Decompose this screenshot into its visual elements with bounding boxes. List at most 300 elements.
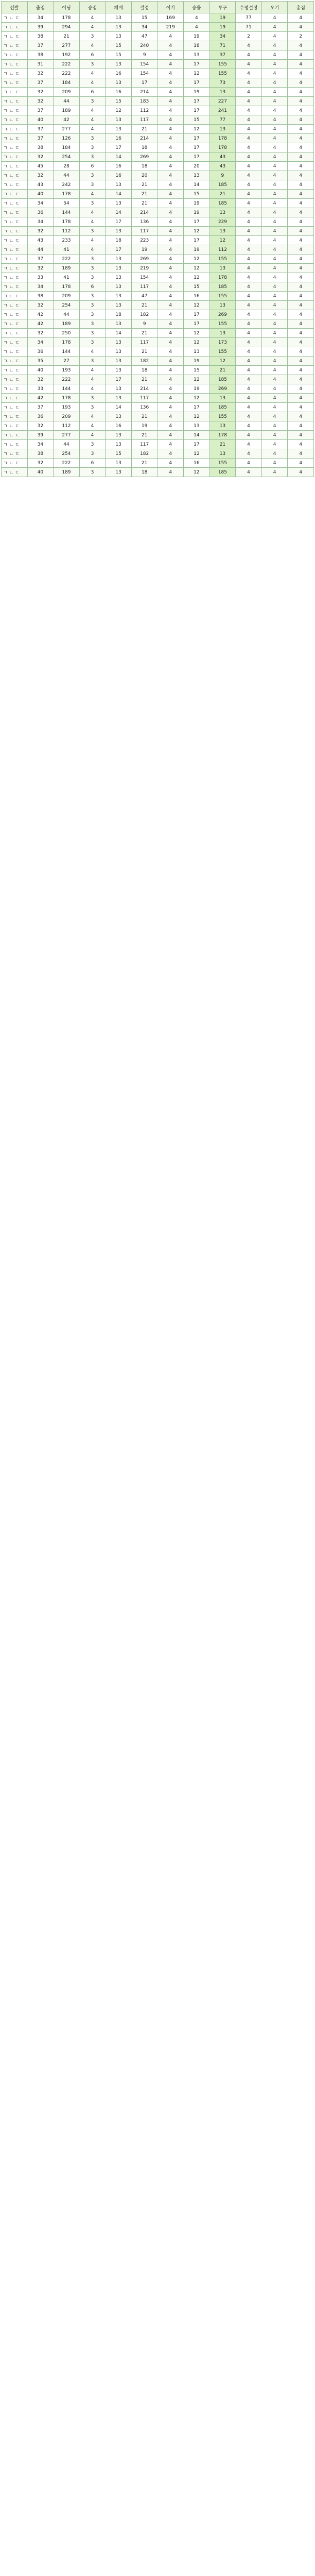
stat-cell: 4 [288,292,314,301]
stat-cell: 21 [209,190,236,199]
stat-cell: 17 [184,97,210,106]
stat-cell: 3 [79,134,106,143]
stat-cell: 39 [27,23,54,32]
stat-cell: 269 [131,152,157,162]
stat-cell: 20 [184,162,210,171]
stat-cell: 4 [288,338,314,347]
stat-cell: 13 [106,301,132,310]
column-header: 이기 [157,2,184,13]
stat-cell: 37 [27,78,54,88]
stat-cell: 12 [184,273,210,282]
player-name-cell: ㄱ ㄴ ㄷ [2,78,28,88]
stat-cell: 185 [209,199,236,208]
player-name-cell: ㄱ ㄴ ㄷ [2,50,28,60]
stat-cell: 38 [27,292,54,301]
player-name-cell: ㄱ ㄴ ㄷ [2,394,28,403]
stat-cell: 254 [54,152,80,162]
table-row [2,134,314,143]
stat-cell: 44 [27,245,54,255]
stat-cell: 4 [236,449,262,459]
stat-cell: 13 [209,394,236,403]
stat-cell: 12 [184,125,210,134]
stat-cell: 39 [27,431,54,440]
stat-cell: 42 [54,115,80,125]
stat-cell: 4 [157,134,184,143]
stat-cell: 126 [54,134,80,143]
stat-cell: 4 [288,384,314,394]
stat-cell: 3 [79,403,106,412]
player-name-cell: ㄱ ㄴ ㄷ [2,329,28,338]
stat-cell: 4 [236,217,262,227]
stat-cell: 117 [131,394,157,403]
stat-cell: 4 [261,97,288,106]
stat-cell: 19 [184,245,210,255]
stat-cell: 4 [288,199,314,208]
stat-cell: 155 [209,347,236,357]
stat-cell: 54 [54,199,80,208]
stat-cell: 12 [184,468,210,477]
stat-cell: 38 [27,50,54,60]
stat-cell: 4 [288,431,314,440]
stat-cell: 13 [106,115,132,125]
stat-cell: 4 [288,449,314,459]
stat-cell: 17 [106,143,132,152]
table-row [2,421,314,431]
stat-cell: 9 [209,171,236,180]
stat-cell: 14 [106,403,132,412]
stat-cell: 19 [184,384,210,394]
stat-cell: 185 [209,282,236,292]
stat-cell: 13 [209,449,236,459]
stat-cell: 21 [131,301,157,310]
table-row [2,106,314,115]
stat-cell: 4 [236,394,262,403]
stat-cell: 3 [79,152,106,162]
player-name-cell: ㄱ ㄴ ㄷ [2,180,28,190]
stat-cell: 17 [184,152,210,162]
stat-cell: 16 [184,459,210,468]
stat-cell: 4 [261,255,288,264]
stat-cell: 182 [131,449,157,459]
stat-cell: 4 [236,384,262,394]
stat-cell: 294 [54,23,80,32]
stat-cell: 4 [288,319,314,329]
stat-cell: 31 [27,60,54,69]
stat-cell: 41 [54,273,80,282]
stat-cell: 189 [54,106,80,115]
stat-cell: 3 [79,329,106,338]
stat-cell: 4 [236,468,262,477]
stat-cell: 19 [131,245,157,255]
stat-cell: 15 [106,41,132,50]
stat-cell: 4 [288,301,314,310]
player-name-cell: ㄱ ㄴ ㄷ [2,171,28,180]
stat-cell: 13 [106,78,132,88]
stat-cell: 13 [106,23,132,32]
stat-cell: 144 [54,208,80,217]
stat-cell: 13 [209,208,236,217]
stat-cell: 32 [27,97,54,106]
stat-cell: 227 [209,97,236,106]
stat-cell: 37 [209,50,236,60]
stat-cell: 4 [288,88,314,97]
stat-cell: 19 [184,208,210,217]
stat-cell: 4 [261,310,288,319]
stat-cell: 19 [184,32,210,41]
stat-cell: 16 [106,421,132,431]
stat-cell: 4 [79,412,106,421]
stat-cell: 15 [184,366,210,375]
stat-cell: 4 [157,60,184,69]
stat-cell: 4 [236,199,262,208]
stat-cell: 4 [236,282,262,292]
stat-cell: 3 [79,171,106,180]
stat-cell: 4 [157,292,184,301]
stat-cell: 47 [131,292,157,301]
stat-cell: 13 [106,32,132,41]
stat-cell: 6 [79,50,106,60]
player-name-cell: ㄱ ㄴ ㄷ [2,357,28,366]
stat-cell: 4 [236,329,262,338]
stat-cell: 4 [79,190,106,199]
stat-cell: 4 [79,421,106,431]
player-name-cell: ㄱ ㄴ ㄷ [2,60,28,69]
stat-cell: 14 [184,431,210,440]
table-row [2,50,314,60]
stat-cell: 12 [184,412,210,421]
stat-cell: 13 [106,180,132,190]
stat-cell: 222 [54,60,80,69]
column-header: 이닝 [54,2,80,13]
column-header: 결정 [131,2,157,13]
stat-cell: 178 [209,134,236,143]
stat-cell: 40 [27,468,54,477]
stat-cell: 4 [261,236,288,245]
stat-cell: 4 [157,301,184,310]
stat-cell: 4 [236,301,262,310]
table-row [2,366,314,375]
stat-cell: 178 [209,273,236,282]
table-row [2,319,314,329]
stat-cell: 4 [236,50,262,60]
stat-cell: 214 [131,88,157,97]
table-row [2,375,314,384]
stat-cell: 4 [157,431,184,440]
stat-cell: 178 [54,394,80,403]
stat-cell: 4 [184,23,210,32]
stat-cell: 4 [79,236,106,245]
stat-cell: 19 [131,421,157,431]
stat-cell: 4 [261,459,288,468]
stat-cell: 3 [79,319,106,329]
stat-cell: 32 [27,227,54,236]
stat-cell: 13 [106,431,132,440]
stat-cell: 173 [209,338,236,347]
stat-cell: 4 [288,412,314,421]
stat-cell: 4 [261,208,288,217]
stat-cell: 16 [106,162,132,171]
stat-cell: 42 [27,319,54,329]
stat-cell: 16 [184,292,210,301]
stat-cell: 34 [27,338,54,347]
stat-cell: 4 [157,282,184,292]
player-name-cell: ㄱ ㄴ ㄷ [2,190,28,199]
stat-cell: 229 [209,217,236,227]
stat-cell: 18 [106,236,132,245]
stat-cell: 4 [157,366,184,375]
stat-cell: 155 [209,69,236,78]
stat-cell: 240 [131,41,157,50]
player-name-cell: ㄱ ㄴ ㄷ [2,375,28,384]
stat-cell: 15 [184,190,210,199]
stat-cell: 4 [236,171,262,180]
stat-cell: 4 [261,32,288,41]
stat-cell: 4 [261,143,288,152]
stat-cell: 4 [157,329,184,338]
stat-cell: 32 [27,88,54,97]
stat-cell: 169 [157,13,184,23]
stat-cell: 214 [131,134,157,143]
stat-cell: 4 [236,431,262,440]
stat-cell: 4 [236,162,262,171]
stat-cell: 37 [27,403,54,412]
stat-cell: 21 [131,459,157,468]
stat-cell: 4 [236,319,262,329]
stat-cell: 12 [184,69,210,78]
stat-cell: 43 [209,152,236,162]
stat-cell: 4 [261,227,288,236]
table-row [2,152,314,162]
table-row [2,403,314,412]
table-row [2,449,314,459]
stat-cell: 3 [79,292,106,301]
stat-cell: 277 [54,431,80,440]
stat-cell: 13 [106,282,132,292]
stat-cell: 4 [261,273,288,282]
stat-cell: 4 [157,236,184,245]
stat-cell: 241 [209,106,236,115]
stat-cell: 4 [79,366,106,375]
stat-cell: 37 [27,125,54,134]
stat-cell: 155 [209,292,236,301]
stat-cell: 3 [79,264,106,273]
stat-cell: 183 [131,97,157,106]
stat-cell: 269 [131,255,157,264]
player-name-cell: ㄱ ㄴ ㄷ [2,32,28,41]
stat-cell: 277 [54,41,80,50]
table-row [2,347,314,357]
stat-cell: 13 [106,227,132,236]
stat-cell: 193 [54,403,80,412]
stat-cell: 4 [261,50,288,60]
stat-cell: 13 [106,319,132,329]
stat-cell: 4 [261,125,288,134]
stat-cell: 3 [79,357,106,366]
stat-cell: 4 [157,412,184,421]
stat-cell: 4 [288,217,314,227]
stat-cell: 17 [106,217,132,227]
stat-cell: 4 [288,78,314,88]
stat-cell: 36 [27,412,54,421]
stat-cell: 4 [261,338,288,347]
stat-cell: 4 [261,384,288,394]
stat-cell: 3 [79,227,106,236]
stat-cell: 185 [209,468,236,477]
stat-cell: 71 [236,23,262,32]
column-header: 출점 [27,2,54,13]
stat-cell: 219 [157,23,184,32]
stat-cell: 185 [209,180,236,190]
stat-cell: 4 [157,227,184,236]
stat-cell: 4 [236,292,262,301]
player-name-cell: ㄱ ㄴ ㄷ [2,245,28,255]
table-row [2,208,314,217]
player-name-cell: ㄱ ㄴ ㄷ [2,41,28,50]
stat-cell: 4 [288,69,314,78]
stat-cell: 4 [261,319,288,329]
player-name-cell: ㄱ ㄴ ㄷ [2,292,28,301]
stat-cell: 4 [79,23,106,32]
table-row [2,459,314,468]
stat-cell: 14 [106,329,132,338]
stat-cell: 19 [209,23,236,32]
stat-cell: 15 [106,50,132,60]
table-row [2,255,314,264]
stat-cell: 4 [236,412,262,421]
stat-cell: 4 [236,366,262,375]
stat-cell: 4 [157,245,184,255]
stat-cell: 34 [27,199,54,208]
stat-cell: 4 [157,421,184,431]
stat-cell: 17 [106,375,132,384]
stat-cell: 6 [79,162,106,171]
stat-cell: 4 [157,171,184,180]
table-row [2,384,314,394]
stat-cell: 18 [131,143,157,152]
stats-table [1,1,314,477]
stat-cell: 6 [79,459,106,468]
stat-cell: 4 [157,152,184,162]
stat-cell: 19 [184,357,210,366]
stat-cell: 21 [131,190,157,199]
stat-cell: 193 [54,366,80,375]
stat-cell: 254 [54,449,80,459]
stat-cell: 4 [79,69,106,78]
stat-cell: 4 [79,115,106,125]
player-name-cell: ㄱ ㄴ ㄷ [2,403,28,412]
stat-cell: 4 [288,23,314,32]
stat-cell: 4 [236,208,262,217]
stat-cell: 155 [209,412,236,421]
stat-cell: 4 [288,255,314,264]
table-row [2,23,314,32]
stat-cell: 17 [184,60,210,69]
stat-cell: 178 [54,190,80,199]
stat-cell: 37 [27,255,54,264]
stat-cell: 34 [131,23,157,32]
stat-cell: 32 [27,301,54,310]
stat-cell: 4 [261,69,288,78]
stat-cell: 184 [54,78,80,88]
stat-cell: 4 [79,384,106,394]
stat-cell: 4 [261,357,288,366]
table-row [2,468,314,477]
stat-cell: 14 [184,180,210,190]
player-name-cell: ㄱ ㄴ ㄷ [2,125,28,134]
player-name-cell: ㄱ ㄴ ㄷ [2,310,28,319]
stat-cell: 222 [54,69,80,78]
stat-cell: 189 [54,264,80,273]
stat-cell: 13 [209,264,236,273]
stat-cell: 4 [157,78,184,88]
stat-cell: 4 [261,449,288,459]
player-name-cell: ㄱ ㄴ ㄷ [2,412,28,421]
stat-cell: 40 [27,115,54,125]
stat-cell: 4 [157,347,184,357]
stat-cell: 44 [54,310,80,319]
stat-cell: 178 [209,143,236,152]
table-row [2,310,314,319]
stat-cell: 13 [106,13,132,23]
stat-cell: 4 [236,403,262,412]
stat-cell: 223 [131,236,157,245]
stat-cell: 45 [27,162,54,171]
stat-cell: 13 [106,273,132,282]
stat-cell: 42 [27,394,54,403]
table-row [2,171,314,180]
table-body [2,13,314,477]
table-row [2,329,314,338]
stat-cell: 4 [261,366,288,375]
stat-cell: 13 [209,227,236,236]
stat-cell: 77 [236,13,262,23]
stat-cell: 4 [288,347,314,357]
table-row [2,41,314,50]
stat-cell: 4 [261,347,288,357]
stat-cell: 12 [184,375,210,384]
stat-cell: 36 [27,347,54,357]
stat-cell: 16 [106,171,132,180]
stat-cell: 4 [79,106,106,115]
stat-cell: 4 [261,88,288,97]
stat-cell: 277 [54,125,80,134]
player-name-cell: ㄱ ㄴ ㄷ [2,384,28,394]
stat-cell: 4 [157,319,184,329]
stat-cell: 154 [131,60,157,69]
stat-cell: 4 [236,41,262,50]
stat-cell: 242 [54,180,80,190]
stat-cell: 15 [131,13,157,23]
stat-cell: 3 [79,273,106,282]
stat-cell: 192 [54,50,80,60]
player-name-cell: ㄱ ㄴ ㄷ [2,13,28,23]
stat-cell: 38 [27,449,54,459]
stat-cell: 4 [261,264,288,273]
stat-cell: 184 [54,143,80,152]
stat-cell: 4 [261,468,288,477]
stat-cell: 34 [27,440,54,449]
table-row [2,236,314,245]
stat-cell: 4 [157,97,184,106]
stat-cell: 32 [27,459,54,468]
stat-cell: 4 [261,180,288,190]
stat-cell: 3 [79,338,106,347]
table-row [2,264,314,273]
stat-cell: 3 [79,32,106,41]
player-name-cell: ㄱ ㄴ ㄷ [2,319,28,329]
stat-cell: 4 [288,152,314,162]
stat-cell: 13 [106,412,132,421]
